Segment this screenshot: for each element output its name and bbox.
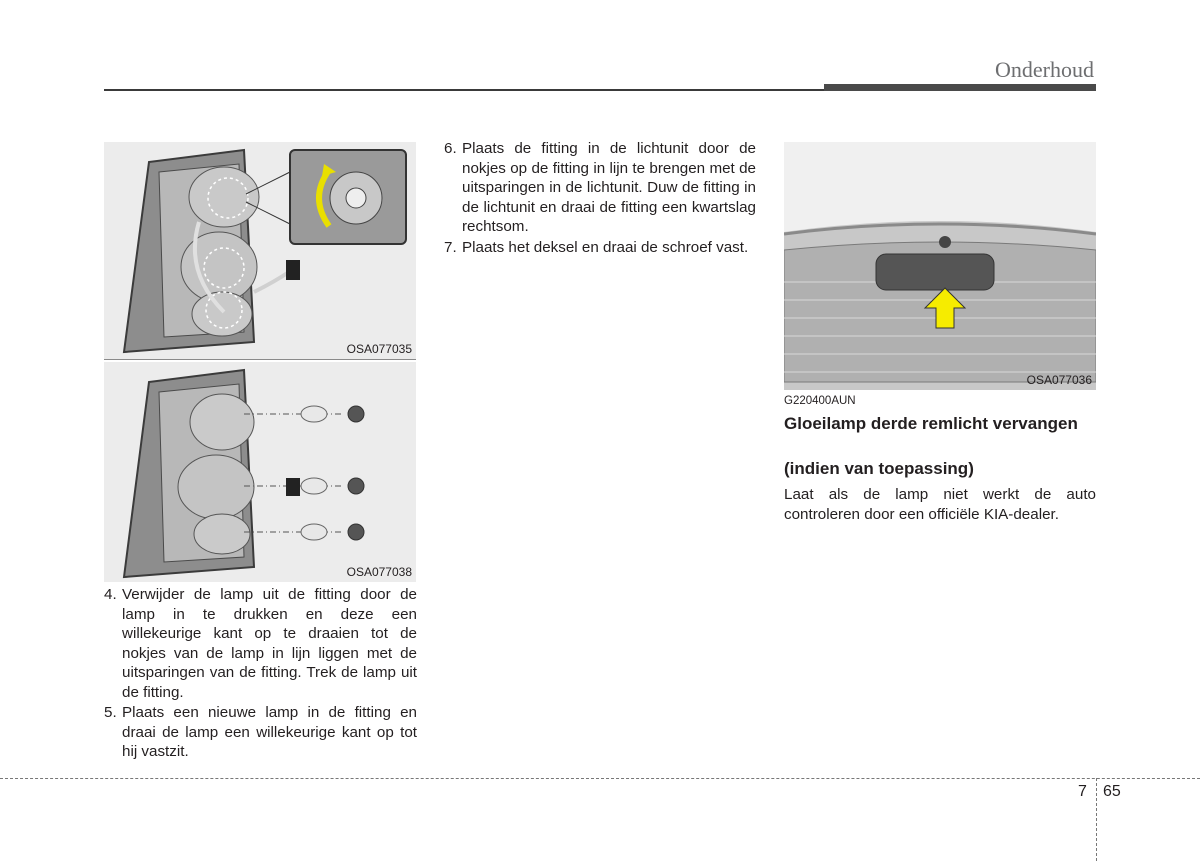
figure-caption: OSA077035: [346, 342, 412, 356]
section-body: Laat als de lamp niet werkt de auto controleren door een officiële KIA-dealer.: [784, 486, 1096, 523]
step-text: Plaats de fitting in de lichtunit door de nokjes op de fitting in lijn te brengen met de uitsparingen in de lichtunit. Duw de fitting in de lichtunit en draai de fitting een kwartslag rechtsom.: [462, 140, 756, 235]
step-number: 4.: [104, 586, 117, 603]
step-text: Verwijder de lamp uit de fitting door de lamp in te drukken en deze een willekeurige kant op te draaien tot de nokjes van de lamp in lijn liggen met de uitsparingen van de fitting. Trek de lamp uit de fitting.: [122, 586, 417, 701]
brake-light-illustration: [784, 142, 1096, 390]
footer-rule: [0, 778, 1200, 779]
chapter-title: Onderhoud: [995, 57, 1094, 82]
taillamp-sockets-illustration: [104, 142, 416, 359]
figure-caption: OSA077038: [346, 565, 412, 579]
middle-step-list: [444, 139, 756, 258]
step-text: Plaats het deksel en draai de schroef vast.: [462, 238, 749, 256]
figure-bulb-removal: [104, 362, 416, 582]
step-item: [444, 139, 756, 237]
section-heading: Gloeilamp derde remlicht vervangen: [784, 414, 1078, 433]
chapter-number: 7: [1078, 783, 1087, 800]
header-rule: [104, 89, 824, 91]
section-subheading: (indien van toepassing): [784, 459, 974, 478]
figure-caption: OSA077036: [1026, 373, 1092, 387]
step-text: Plaats een nieuwe lamp in de fitting en draai de lamp een willekeurige kant op tot hij vastzit.: [122, 704, 417, 760]
left-step-list: [104, 585, 417, 763]
footer-vertical-rule: [1096, 778, 1097, 861]
header-rule-accent: [824, 84, 1096, 91]
page-number: 65: [1103, 783, 1121, 800]
figure-taillamp-sockets: [104, 142, 416, 359]
step-item: [104, 585, 417, 702]
bulb-removal-illustration: [104, 362, 416, 582]
step-item: [444, 238, 756, 258]
step-number: 6.: [444, 140, 457, 157]
step-item: [104, 703, 417, 762]
step-number: 7.: [444, 238, 457, 256]
step-number: 5.: [104, 704, 117, 721]
figure-third-brake-light: [784, 142, 1096, 390]
figure-divider: [104, 359, 416, 360]
section-code: G220400AUN: [784, 395, 856, 407]
